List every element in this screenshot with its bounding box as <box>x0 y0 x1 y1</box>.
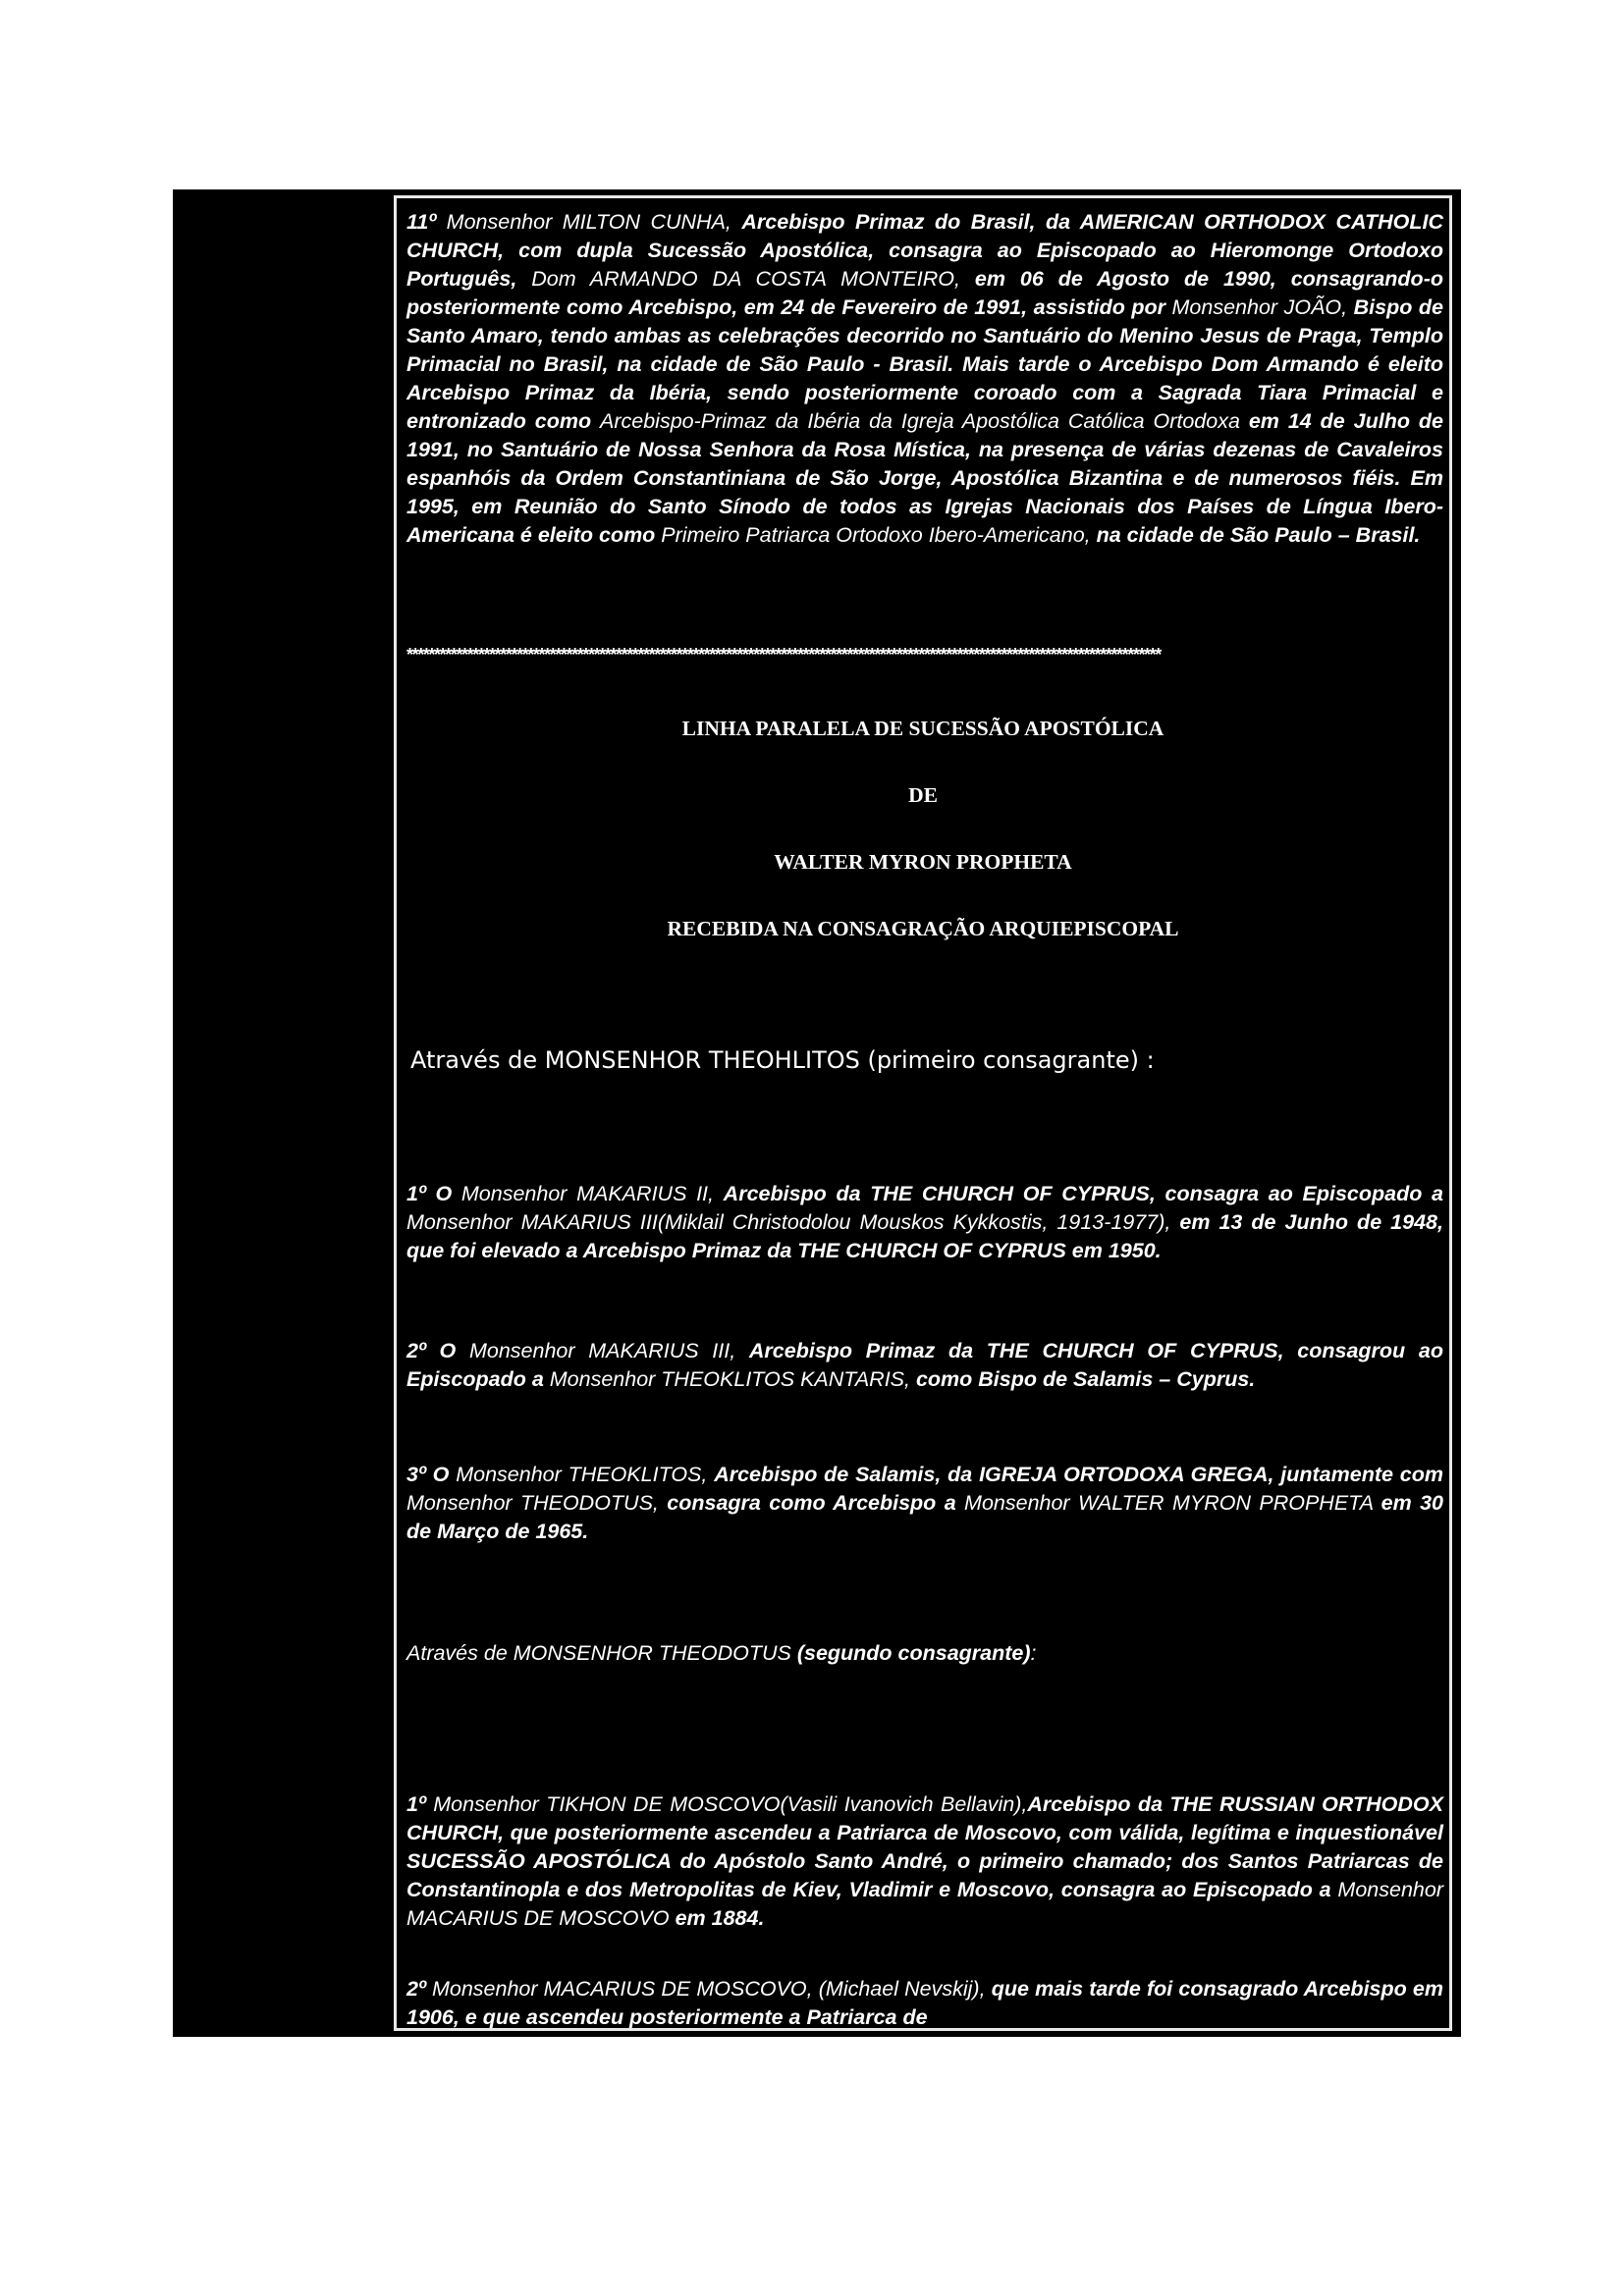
text-run: Primeiro Patriarca Ortodoxo Ibero-Americano, <box>661 523 1097 547</box>
heading-line-3: WALTER MYRON PROPHETA <box>774 850 1072 874</box>
text-run: Arcebispo da THE CHURCH OF CYPRUS, consagra ao Episcopado a <box>723 1182 1444 1205</box>
intro-second-normal: Através de MONSENHOR THEODOTUS <box>406 1641 797 1665</box>
intro-second-consecrator <box>406 1641 1037 1666</box>
text-run: Arcebispo Primaz da THE CHURCH OF CYPRUS, consagrou ao Episcopado a <box>406 1339 1443 1391</box>
text-run: em 06 de Agosto de 1990, consagrando-o posteriormente como Arcebispo, em 24 de Fevereiro de 1991, assistido por <box>406 267 1443 319</box>
text-run: Monsenhor THEODOTUS, <box>406 1491 668 1515</box>
text-run: consagra como Arcebispo a <box>667 1491 965 1515</box>
text-run: Dom ARMANDO DA COSTA MONTEIRO, <box>531 267 975 291</box>
text-run: 2º <box>406 1977 432 2001</box>
text-run: em 14 de Julho de 1991, no Santuário de Nossa Senhora da Rosa Mística, na presença de várias dezenas de Cavaleiros espanhóis da Ordem Constantiniana de São Jorge, Apostólica Bizantina e de numerosos fiéis. Em 1995, em Reunião do Santo Sínodo de todos as Igrejas Nacionais dos Países de Língua Ibero-Americana é eleito como <box>406 409 1443 547</box>
text-run: Bispo de Santo Amaro, tendo ambas as celebrações decorrido no Santuário do Menino Jesus de Praga, Templo Primacial no Brasil, na cidade de São Paulo - Brasil. Mais tarde o Arcebispo Dom Armando é eleito Arcebispo Primaz da Ibéria, sendo posteriormente coroado com a Sagrada Tiara Primacial e entronizado como <box>406 295 1443 433</box>
text-run: Arcebispo de Salamis, da IGREJA ORTODOXA GREGA, juntamente com <box>714 1463 1443 1486</box>
intro-second-bold: (segundo consagrante) <box>796 1641 1031 1665</box>
text-run: como Bispo de Salamis – Cyprus. <box>915 1367 1256 1391</box>
intro-second-tail: : <box>1030 1641 1037 1665</box>
text-run: Arcebispo Primaz do Brasil, da AMERICAN ORTHODOX CATHOLIC CHURCH, com dupla Sucessão Apostólica, consagra ao Episcopado ao Hieromonge Ortodoxo Português, <box>406 210 1443 291</box>
text-run: 11º <box>406 210 447 234</box>
text-run: 3º O <box>406 1463 457 1486</box>
text-run: que mais tarde foi consagrado Arcebispo em 1906, e que ascendeu posteriormente a Patriarca de <box>406 1977 1443 2029</box>
text-run: do Apóstolo Santo André, o primeiro chamado; dos Santos Patriarcas de Constantinopla e dos Metropolitas de Kiev, Vladimir e Moscovo, consagra ao Episcopado a <box>406 1849 1443 1901</box>
first-list-item-2 <box>406 1337 1443 1394</box>
text-run: em 1884. <box>675 1906 765 1930</box>
text-run: Monsenhor MACARIUS DE MOSCOVO, (Michael Nevskij), <box>431 1977 992 2001</box>
text-run: Monsenhor MACARIUS DE MOSCOVO <box>406 1878 1443 1930</box>
second-list-item-1 <box>406 1790 1443 1933</box>
text-run: em 13 de Junho de 1948, que foi elevado a Arcebispo Primaz da THE CHURCH OF CYPRUS em 1950. <box>406 1210 1443 1262</box>
heading-line-4: RECEBIDA NA CONSAGRAÇÃO ARQUIEPISCOPAL <box>667 917 1179 940</box>
text-run: 1º O <box>406 1182 461 1205</box>
text-run: Monsenhor THEOKLITOS, <box>456 1463 715 1486</box>
separator-line: ***************************************************************************************************************************************** <box>406 645 1161 665</box>
first-list-item-3 <box>406 1461 1443 1546</box>
text-run: Monsenhor MAKARIUS III, <box>468 1339 749 1362</box>
heading-line-2: DE <box>908 783 938 807</box>
content-cell <box>394 195 1452 2031</box>
text-run: SUCESSÃO APOSTÓLICA <box>406 1849 680 1873</box>
heading-line-1: LINHA PARALELA DE SUCESSÃO APOSTÓLICA <box>681 717 1164 740</box>
document-frame <box>173 189 1461 2037</box>
paragraph-11 <box>406 208 1443 550</box>
second-list-item-2 <box>406 1975 1443 2031</box>
text-run: Monsenhor MAKARIUS II, <box>460 1182 724 1205</box>
text-run: Monsenhor MAKARIUS III(Miklail Christodolou Mouskos Kykkostis, 1913-1977), <box>406 1210 1180 1234</box>
text-run: 2º O <box>406 1339 469 1362</box>
text-run: Monsenhor TIKHON DE MOSCOVO(Vasili Ivanovich Bellavin), <box>433 1792 1028 1816</box>
text-run: Arcebispo da THE RUSSIAN ORTHODOX CHURCH, que posteriormente ascendeu a Patriarca de Moscovo, com válida, legítima e inquestionável <box>406 1792 1443 1844</box>
text-run: Arcebispo-Primaz da Ibéria da Igreja Apostólica Católica Ortodoxa <box>600 409 1249 433</box>
intro-first-consecrator: Através de MONSENHOR THEOHLITOS (primeiro consagrante) : <box>410 1046 1155 1074</box>
text-run: Monsenhor WALTER MYRON PROPHETA <box>964 1491 1381 1515</box>
text-run: na cidade de São Paulo – Brasil. <box>1096 523 1421 547</box>
text-run: 1º <box>406 1792 434 1816</box>
text-run: Monsenhor MILTON CUNHA, <box>446 210 742 234</box>
text-run: em 30 de Março de 1965. <box>406 1491 1443 1543</box>
text-run: Monsenhor THEOKLITOS KANTARIS, <box>549 1367 916 1391</box>
text-run: Monsenhor JOÃO, <box>1171 295 1354 319</box>
left-column <box>176 192 391 2034</box>
first-list-item-1 <box>406 1180 1443 1265</box>
